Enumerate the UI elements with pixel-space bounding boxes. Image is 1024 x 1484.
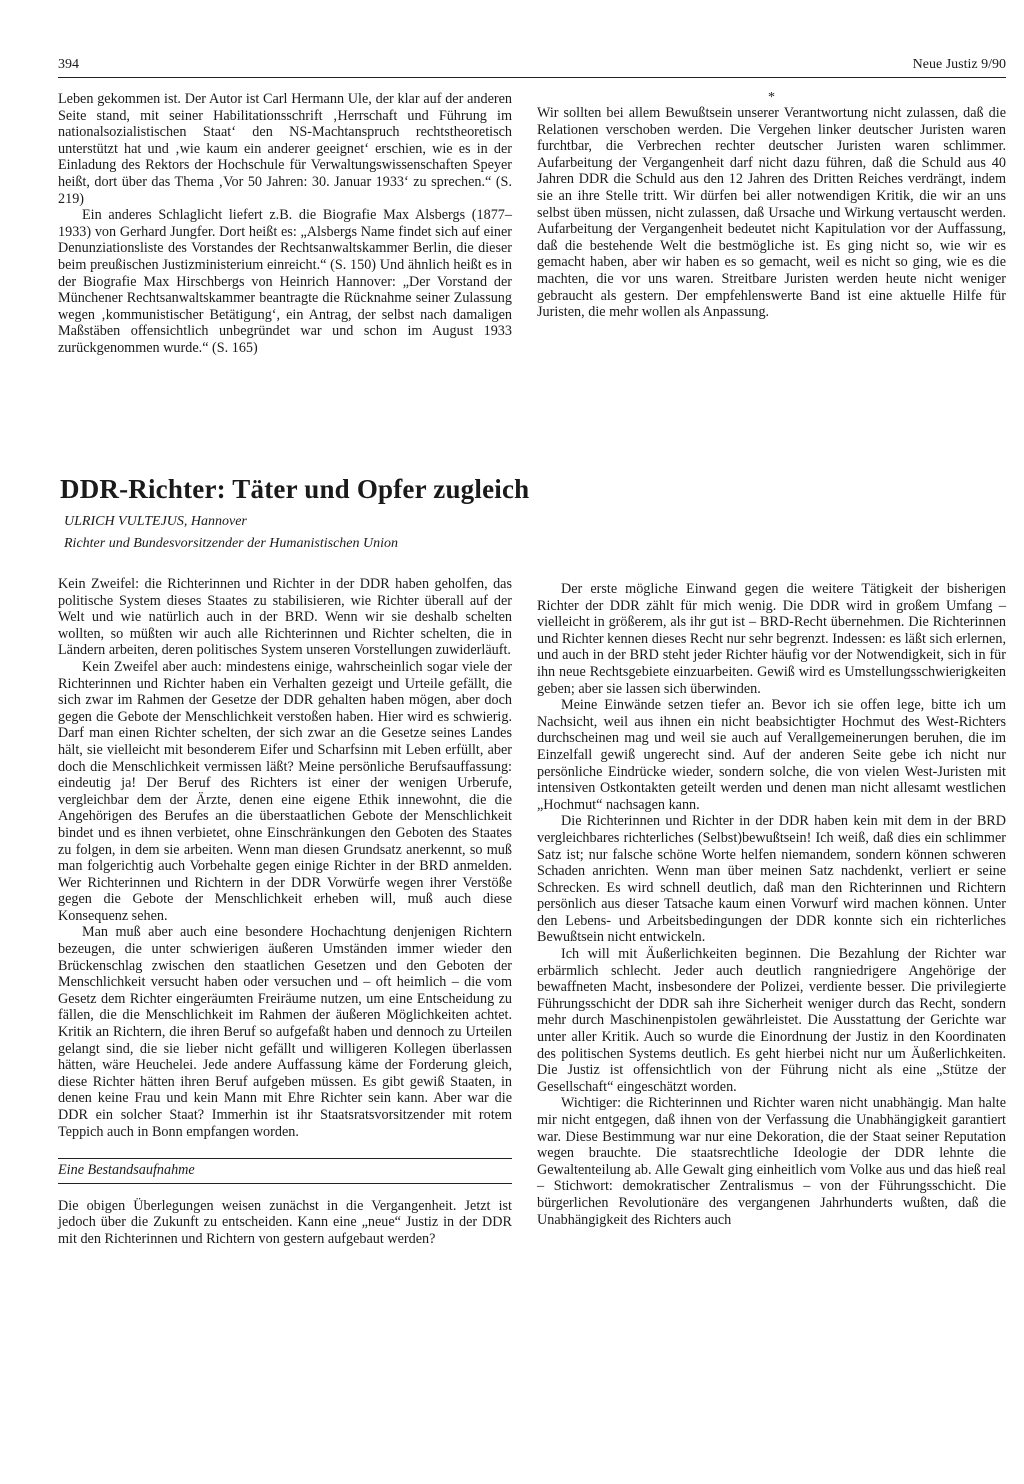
page-header	[58, 55, 1006, 78]
article-author: ULRICH VULTEJUS, Hannover	[64, 514, 247, 529]
paragraph: Der erste mögliche Einwand gegen die weitere Tätigkeit der bisherigen Richter der DDR zählt für mich wenig. Die DDR wird in großem Umfang – vielleicht in größerem, als ihr gut ist – BRD-Recht übernehmen. Die Richterinnen und Richter kennen dieses Recht nur sehr begrenzt. Indessen: es läßt sich erlernen, und auch in der BRD steht jeder Richter häufig vor der Notwendigkeit, sich in für ihn neue Rechtsgebiete einzuarbeiten. Gewiß wird es Umstellungsschwierigkeiten geben; aber sie lassen sich überwinden.	[537, 581, 1006, 697]
page-number: 394	[58, 57, 79, 72]
article-column-right	[537, 581, 1006, 1228]
paragraph: Die obigen Überlegungen weisen zunächst in die Vergangenheit. Jetzt ist jedoch über die Zukunft zu entscheiden. Kann eine „neue“ Justiz in der DDR mit den Richterinnen und Richtern von gestern aufgebaut werden?	[58, 1197, 512, 1247]
paragraph: Leben gekommen ist. Der Autor ist Carl Hermann Ule, der klar auf der anderen Seite stand, mit seiner Habilitationsschrift ‚Herrschaft und Führung im nationalsozialistischen Staat‘ den NS-Machtanspruch rechtstheoretisch unterstützt hat und ‚wie kaum ein anderer geeignet‘ erschien, wie es in der Einladung des Rektors der Hochschule für Verwaltungswissenschaften Speyer heißt, dort über das Thema ‚Vor 50 Jahren: 30. Januar 1933‘ zu sprechen.“ (S. 219)	[58, 91, 512, 207]
paragraph: Ein anderes Schlaglicht liefert z.B. die Biografie Max Alsbergs (1877–1933) von Gerhard Jungfer. Dort heißt es: „Alsbergs Name findet sich auf einer Denunziationsliste des Vorstandes der Rechtsanwaltskammer Berlin, die dieser beim preußischen Justizministerium einreicht.“ (S. 150) Und ähnlich heißt es in der Biografie Max Hirschbergs von Heinrich Hannover: „Der Vorstand der Münchener Rechtsanwaltskammer beantragte die Rücknahme seiner Zulassung wegen ‚kommunistischer Betätigung‘, ein Antrag, der selbst nach damaligen Maßstäben offensichtlich unbegründet war und schon im August 1933 zurückgenommen wurde.“ (S. 165)	[58, 207, 512, 356]
article-author-role: Richter und Bundesvorsitzender der Humanistischen Union	[64, 536, 399, 551]
journal-issue: Neue Justiz 9/90	[912, 57, 1006, 72]
paragraph: Wichtiger: die Richterinnen und Richter waren nicht unabhängig. Man halte mir nicht entgegen, daß ihnen von der Verfassung die Unabhängigkeit garantiert war. Diese Bestimmung war nur eine Dekoration, die der Staat seiner Reputation wegen brauchte. Die staatsrechtliche Ideologie der DDR lehnte die Gewaltenteilung ab. Alle Gewalt ging einheitlich vom Volke aus und das hieß real – Stichwort: demokratischer Zentralismus – von der Führungsschicht. Die bürgerlichen Revolutionäre des vergangenen Jahrhunderts wußten, daß die Unabhängigkeit des Richters auch	[537, 1095, 1006, 1228]
paragraph: Die Richterinnen und Richter in der DDR haben kein mit dem in der BRD vergleichbares richterliches (Selbst)bewußtsein! Ich weiß, daß dies ein schlimmer Satz ist; nur falsche schöne Worte helfen niemandem, sondern können schweren Schaden anrichten. Wenn man über meinen Satz nachdenkt, verliert er seine Schrecken. Es wird schnell deutlich, daß man den Richterinnen und Richtern persönlich aus dieser Tatsache kaum einen Vorwurf wird machen können. Unter den Lebens- und Arbeitsbedingungen der DDR konnte sich ein richterliches Bewußtsein nicht entwickeln.	[537, 813, 1006, 946]
section-separator: *	[768, 90, 775, 105]
paragraph: Man muß aber auch eine besondere Hochachtung denjenigen Richtern bezeugen, die unter schwierigen äußeren Umständen immer wieder den Brückenschlag zwischen den staatlichen Gesetzen und den Geboten der Menschlichkeit versucht haben oder versuchen und – oft heimlich – die vom Gesetz dem Richter eingeräumten Freiräume nutzen, um eine Entscheidung zu fällen, die die Menschlichkeit im Rahmen der äußeren Möglichkeiten achtet. Kritik an Richtern, die ihren Beruf so aufgefaßt haben und dennoch zu Urteilen gelangt sind, die sie lieber nicht gefällt und willigeren Kollegen überlassen hätten, wäre Heuchelei. Jede andere Auffassung käme der Forderung gleich, diese Richter hätten ihren Beruf aufgeben müssen. Es gibt gewiß Staaten, in denen keine Frau und kein Mann mit Ehre Richter sein kann. Aber war die DDR ein solcher Staat? Immerhin ist ihr Staatsratsvorsitzender mit rotem Teppich auch in Bonn empfangen worden.	[58, 924, 512, 1140]
paragraph: Ich will mit Äußerlichkeiten beginnen. Die Bezahlung der Richter war erbärmlich schlecht. Jeder auch deutlich rangniedrigere Angehörige der bewaffneten Macht, insbesondere der Polizei, verdiente besser. Die privilegierte Führungsschicht der DDR sah ihre Sicherheit weniger durch das Recht, sondern mehr durch Maschinenpistolen gewährleistet. Die Ausstattung der Gerichte war unter aller Kritik. Auch so wurde die Einordnung der Justiz in den Koordinaten des politischen Systems deutlich. Es geht hierbei nicht nur um Äußerlichkeiten. Die Justiz ist offensichtlich von der Führung nicht als eine „Stütze der Gesellschaft“ eingeschätzt worden.	[537, 946, 1006, 1095]
article-title: DDR-Richter: Täter und Opfer zugleich	[60, 474, 530, 504]
section-subheading: Eine Bestandsaufnahme	[58, 1158, 512, 1184]
continued-text-left	[58, 91, 512, 357]
paragraph: Kein Zweifel aber auch: mindestens einige, wahrscheinlich sogar viele der Richterinnen und Richter haben ein Verhalten gezeigt und Urteile gefällt, die sich zwar im Rahmen der Gesetze der DDR gehalten haben mögen, aber doch gegen die Gebote der Menschlichkeit verstoßen haben. Hier wird es schwierig. Darf man einen Richter schelten, der sich zwar an die Gesetze seines Landes hält, sie vielleicht mit besonderem Eifer und Scharfsinn mit Leben erfüllt, aber doch die Menschlichkeit vermissen läßt? Meine persönliche Berufsauffassung: eindeutig ja! Der Beruf des Richters ist einer der wenigen Urberufe, vergleichbar dem der Ärzte, denen eine eigene Ethik innewohnt, die die Angehörigen des Berufes an die überstaatlichen Gebote der Menschlichkeit bindet und es ihnen verbietet, ohne Einschränkungen den Geboten des Staates zu folgen, in dem sie arbeiten. Wenn man diesen Grundsatz anerkennt, so muß man folgerichtig auch Vorbehalte gegen einige Richter in der BRD anmelden. Wer Richterinnen und Richtern in der DDR Vorwürfe wegen ihrer Verstöße gegen die Gebote der Menschlichkeit erheben will, muß auch diese Konsequenz sehen.	[58, 658, 512, 924]
paragraph: Kein Zweifel: die Richterinnen und Richter in der DDR haben geholfen, das politische System dieses Staates zu stabilisieren, wie Richter überall auf der Welt und wie natürlich auch in der BRD. Wenn wir sie deshalb schelten wollten, so müßten wir auch alle Richterinnen und Richter schelten, die in Ländern arbeiten, deren politisches System unseren Vorstellungen zuwiderläuft.	[58, 576, 512, 659]
paragraph: Meine Einwände setzen tiefer an. Bevor ich sie offen lege, bitte ich um Nachsicht, weil aus ihnen ein nicht beabsichtigter Hochmut des West-Richters durchscheinen mag und weil sie auch auf Verallgemeinerungen beruhen, die im Einzelfall gewiß ungerecht sind. Auf der anderen Seite gebe ich nicht nur persönliche Eindrücke wieder, sondern solche, die von vielen West-Juristen mit intensiven Ostkontakten geteilt werden und denen man nicht allesamt westlichen „Hochmut“ nachsagen kann.	[537, 697, 1006, 813]
continued-text-right	[537, 91, 1006, 321]
paragraph: Wir sollten bei allem Bewußtsein unserer Verantwortung nicht zulassen, daß die Relationen verschoben werden. Die Vergehen linker deutscher Juristen waren furchtbar, die Verbrechen rechter deutscher Juristen waren schlimmer. Aufarbeitung der Vergangenheit darf nicht dazu führen, daß die Schuld aus 40 Jahren DDR die Schuld aus den 12 Jahren des Dritten Reiches verdrängt, indem sie an ihre Stelle tritt. Wir dürfen bei aller notwendigen Kritik, die wir an uns selbst üben müssen, nicht zulassen, daß Ursache und Wirkung vertauscht werden. Aufarbeitung der Vergangenheit bedeutet nicht Kapitulation vor der Auffassung, daß die bestehende Welt die bestmögliche ist. Es ging nicht so, wie wir es gemacht haben, aber wir haben es so gemacht, weil es nicht so ging, wie es die machten, die vor uns waren. Streitbare Juristen werden heute nicht weniger gebraucht als gestern. Der empfehlenswerte Band ist eine aktuelle Hilfe für Juristen, die mehr wollen als Anpassung.	[537, 105, 1006, 321]
article-column-left	[58, 576, 512, 1248]
